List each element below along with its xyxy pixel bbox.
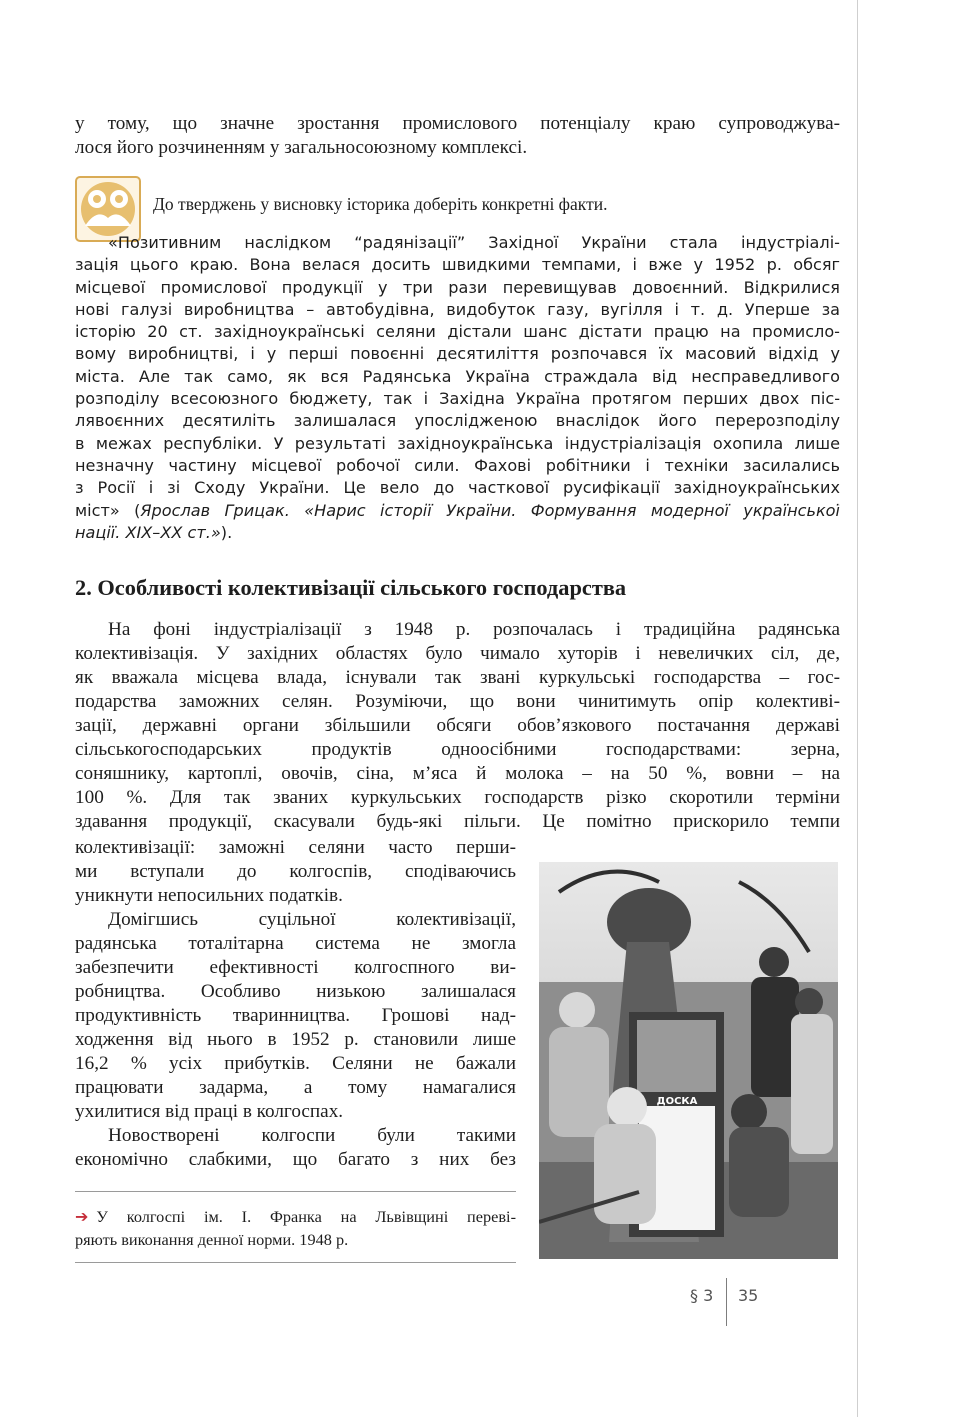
text-line: 100 %. Для так званих куркульських господарств різко скоротили терміни (75, 787, 840, 808)
quote-line: історію 20 ст. західноукраїнські селяни дістали шанс дістати працю на промисло- (75, 322, 840, 342)
quote-line: розподілу всесоюзного бюджету, так і Західна Україна протягом перших двох піс- (75, 389, 840, 409)
caption-line: ➔ У колгоспі ім. І. Франка на Львівщині переві- (75, 1207, 516, 1226)
page-number: 35 (738, 1286, 759, 1305)
text-line: у тому, що значне зростання промислового потенціалу краю супроводжува- (75, 113, 840, 134)
board-label: ДОСКА (656, 1096, 698, 1107)
text-line: здавання продукції, скасували будь-які пільги. Це помітно прискорило темпи (75, 811, 840, 832)
text-line: 16,2 % усіх прибутків. Селяни не бажали (75, 1053, 516, 1074)
text-line: як вважала місцева влада, існували так звані куркульські господарства – гос- (75, 667, 840, 688)
text-line: лося його розчиненням у загальносоюзному комплексі. (75, 137, 528, 158)
historian-quote (75, 232, 840, 544)
text-line: соняшнику, картоплі, овочів, сіна, м’яса й молока – на 50 %, вовни – на (75, 763, 840, 784)
quote-source-title: Ярослав Грицак. «Нарис історії України. Формування модерної української (140, 500, 840, 520)
text-line: забезпечити ефективності колгоспного ви- (75, 957, 516, 978)
text-line: Новостворені колгоспи були такими (108, 1125, 516, 1146)
text-line: колективізації: заможні селяни часто перши- (75, 837, 516, 858)
quote-line: лявоєнних десятиліть залишалася упослідженою внаслідок його перерозподілу (75, 411, 840, 431)
text-line: продуктивність тваринництва. Грошові над- (75, 1005, 516, 1026)
caption-rule-bottom (75, 1262, 516, 1263)
text-line: ухилитися від праці в колгоспах. (75, 1101, 344, 1122)
text-line: ходження від нього в 1952 р. становили лише (75, 1029, 516, 1050)
text-line: ми вступали до колгоспів, сподіваючись (75, 861, 516, 882)
section-heading: 2. Особливості колективізації сільського господарства (75, 575, 627, 600)
quote-source-title: нації. XIX–XX ст.» (75, 522, 221, 542)
folio-separator (726, 1278, 727, 1326)
intro-paragraph (75, 112, 840, 160)
quote-line: в межах республіки. У результаті західноукраїнська індустріалізація охопила лише (75, 433, 840, 453)
text-line: На фоні індустріалізації з 1948 р. розпочалась і традиційна радянська (108, 619, 840, 640)
section-number: § 3 (690, 1286, 714, 1305)
text-line: колективізація. У західних областях було чимало хуторів і невеличких сіл, де, (75, 643, 840, 664)
historical-photo (539, 862, 838, 1259)
photo-caption (75, 1205, 516, 1251)
text-line: радянська тоталітарна система не змогла (75, 933, 516, 954)
text-line: Домігшись суцільної колективізації, (108, 909, 516, 930)
text-line: працювати задарма, а тому намагалися (75, 1077, 516, 1098)
page-edge-line (857, 0, 858, 1417)
quote-source-prefix: міст» ( (75, 500, 141, 520)
quote-source-line (75, 522, 840, 544)
text-line: сільськогосподарських продуктів одноосібними господарствами: зерна, (75, 739, 840, 760)
quote-line: «Позитивним наслідком “радянізації” Західної України стала індустріалі- (108, 233, 840, 252)
caption-line: ряють виконання денної норми. 1948 р. (75, 1230, 349, 1249)
text-line: подарства заможних селян. Розуміючи, що вони чинитимуть опір колективі- (75, 691, 840, 712)
quote-line: зація цього краю. Вона велася досить швидкими темпами, і вже у 1952 р. обсяг (75, 255, 840, 275)
quote-source-suffix: ). (220, 522, 233, 542)
quote-line: місцевої промислової продукції у три рази перевищував довоєнний. Відкрилися (75, 277, 840, 297)
text-line: уникнути непосильних податків. (75, 885, 343, 906)
quote-line: незначну частину місцевої робочої сили. Фахові робітники і техніки засилались (75, 455, 840, 475)
quote-line: з Росії і зі Сходу України. Це вело до часткової русифікації західноукраїнських (75, 478, 840, 498)
body-paragraph (75, 618, 840, 834)
quote-line: міста. Але так само, як вся Радянська Україна страждала від несправедливого (75, 366, 840, 386)
text-line: економічно слабкими, що багато з них без (75, 1149, 516, 1170)
arrow-right-icon: ➔ (75, 1207, 89, 1226)
text-line: зації, державні органи збільшили обсяги обов’язкового постачання державі (75, 715, 840, 736)
quote-line: вому виробництві, і у перші повоєнні десятиліття розпочався їх масовий відхід у (75, 344, 840, 364)
caption-rule-top (75, 1191, 516, 1192)
text-line: робництва. Особливо низькою залишалася (75, 981, 516, 1002)
quote-line: нові галузі виробництва – автобудівна, видобуток газу, вугілля і т. д. Уперше за (75, 299, 840, 319)
quote-source-line (75, 500, 840, 522)
body-column-left (75, 836, 516, 1172)
task-text: До тверджень у висновку історика доберіть конкретні факти. (153, 194, 608, 214)
